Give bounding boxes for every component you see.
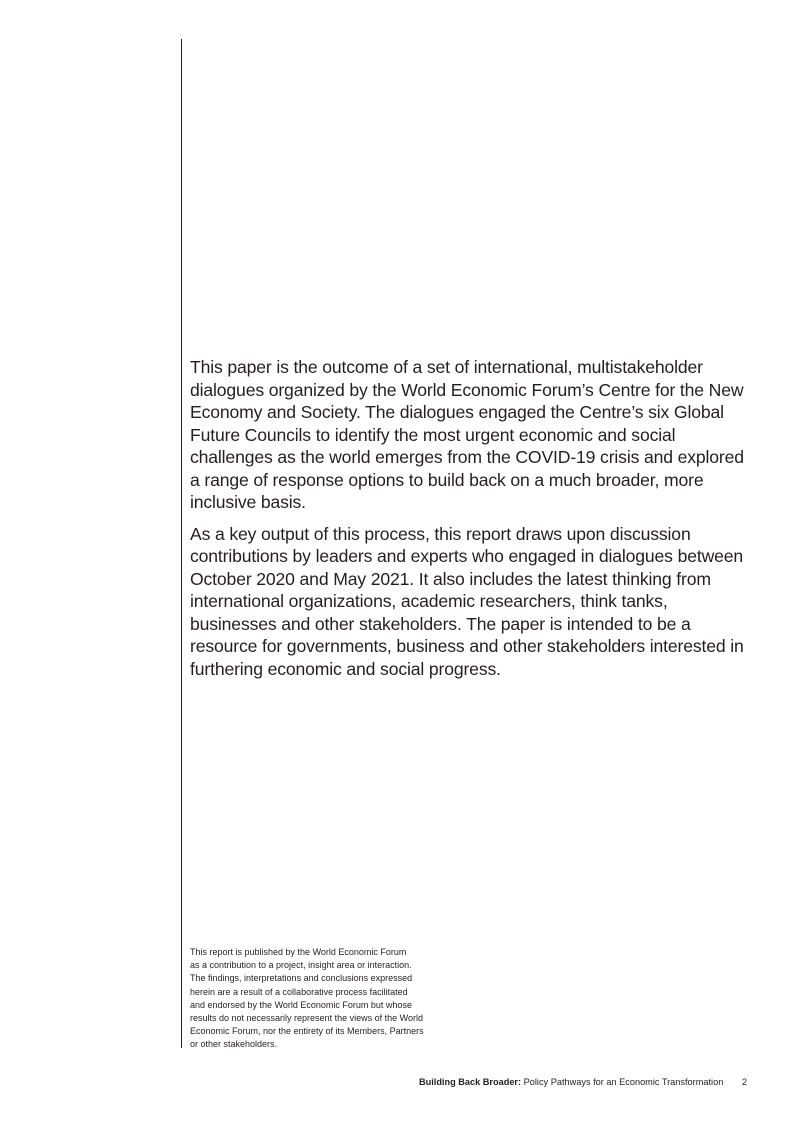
intro-paragraph: This paper is the outcome of a set of international, multistakeholder dialogues organized by the World Economic Forum’s Centre for the New Economy and Society. The dialogues engaged the Centre’s six Global Future Councils to identify the most urgent economic and social challenges as the world emerges from the COVID-19 crisis and explored a range of response options to build back on a much broader, more inclusive basis. xyxy=(190,357,744,512)
disclaimer-line: as a contribution to a project, insight area or interaction. xyxy=(190,960,412,971)
page-footer xyxy=(419,1076,747,1088)
footer-report-subtitle: Policy Pathways for an Economic Transformation xyxy=(523,1077,724,1087)
disclaimer-line: results do not necessarily represent the views of the World xyxy=(190,1013,423,1024)
disclaimer xyxy=(190,946,455,1052)
output-paragraph: As a key output of this process, this report draws upon discussion contributions by leaders and experts who engaged in dialogues between October 2020 and May 2021. It also includes the latest thinking from international organizations, academic researchers, think tanks, businesses and other stakeholders. The paper is intended to be a resource for governments, business and other stakeholders interested in furthering economic and social progress. xyxy=(190,523,744,679)
disclaimer-line: or other stakeholders. xyxy=(190,1039,278,1050)
disclaimer-line: herein are a result of a collaborative process facilitated xyxy=(190,986,408,997)
vertical-rule xyxy=(181,39,182,1048)
footer-report-title: Building Back Broader: xyxy=(418,1077,522,1087)
disclaimer-line: and endorsed by the World Economic Forum but whose xyxy=(190,999,412,1010)
disclaimer-line: This report is published by the World Economic Forum xyxy=(190,947,407,957)
disclaimer-line: The findings, interpretations and conclusions expressed xyxy=(190,973,413,984)
body-text xyxy=(190,356,750,689)
page-number: 2 xyxy=(741,1077,747,1087)
disclaimer-line: Economic Forum, nor the entirety of its Members, Partners xyxy=(190,1026,424,1037)
